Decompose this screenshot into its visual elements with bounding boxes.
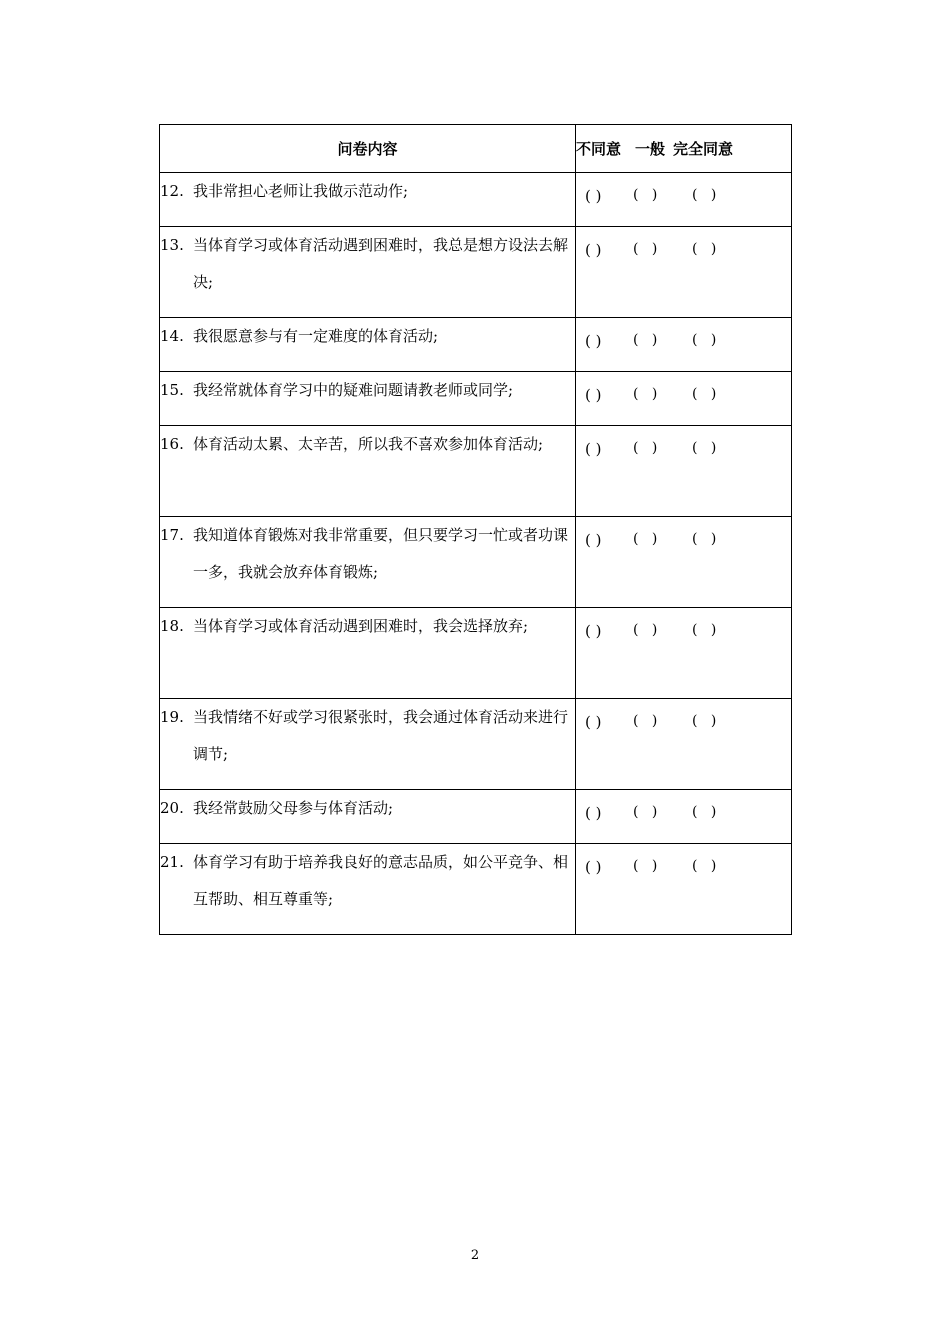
answer-neutral[interactable]: ( ) <box>633 622 658 638</box>
question-cell <box>160 699 576 790</box>
question-text: 体育学习有助于培养我良好的意志品质，如公平竞争、相互帮助、相互尊重等; <box>193 853 569 908</box>
answer-cell <box>576 517 792 608</box>
question-cell <box>160 372 576 426</box>
answer-neutral[interactable]: ( ) <box>633 386 658 402</box>
answer-cell <box>576 227 792 318</box>
question-text: 我非常担心老师让我做示范动作; <box>193 182 409 200</box>
question-number: 17. <box>160 526 184 544</box>
table-row <box>160 699 792 790</box>
answer-disagree[interactable]: ( ) <box>585 332 602 350</box>
question-cell <box>160 790 576 844</box>
question-cell <box>160 608 576 699</box>
option-disagree-label: 不同意 <box>576 140 622 158</box>
answer-disagree[interactable]: ( ) <box>585 713 602 731</box>
option-agree-label: 完全同意 <box>673 140 734 158</box>
question-text: 我经常鼓励父母参与体育活动; <box>193 799 394 817</box>
answer-disagree[interactable]: ( ) <box>585 858 602 876</box>
question-text: 当体育学习或体育活动遇到困难时，我会选择放弃; <box>193 617 529 635</box>
table-row <box>160 318 792 372</box>
answer-neutral[interactable]: ( ) <box>633 858 658 874</box>
answer-agree[interactable]: ( ) <box>692 440 717 456</box>
question-number: 18. <box>160 617 184 635</box>
answer-disagree[interactable]: ( ) <box>585 531 602 549</box>
options-header <box>576 125 792 173</box>
answer-cell <box>576 173 792 227</box>
table-row <box>160 173 792 227</box>
table-row <box>160 844 792 935</box>
table-row <box>160 790 792 844</box>
question-cell <box>160 318 576 372</box>
table-row <box>160 227 792 318</box>
answer-cell <box>576 372 792 426</box>
question-cell <box>160 426 576 517</box>
answer-disagree[interactable]: ( ) <box>585 440 602 458</box>
answer-agree[interactable]: ( ) <box>692 332 717 348</box>
question-number: 16. <box>160 435 184 453</box>
answer-agree[interactable]: ( ) <box>692 386 717 402</box>
answer-neutral[interactable]: ( ) <box>633 531 658 547</box>
answer-agree[interactable]: ( ) <box>692 187 717 203</box>
answer-agree[interactable]: ( ) <box>692 241 717 257</box>
answer-disagree[interactable]: ( ) <box>585 804 602 822</box>
answer-agree[interactable]: ( ) <box>692 622 717 638</box>
question-number: 14. <box>160 327 184 345</box>
question-number: 19. <box>160 708 184 726</box>
question-text: 体育活动太累、太辛苦，所以我不喜欢参加体育活动; <box>193 435 544 453</box>
answer-agree[interactable]: ( ) <box>692 858 717 874</box>
table-row <box>160 372 792 426</box>
content-header: 问卷内容 <box>160 125 576 173</box>
question-number: 21. <box>160 853 184 871</box>
question-text: 我知道体育锻炼对我非常重要，但只要学习一忙或者功课一多，我就会放弃体育锻炼; <box>193 526 569 581</box>
answer-disagree[interactable]: ( ) <box>585 386 602 404</box>
answer-cell <box>576 318 792 372</box>
question-text: 我经常就体育学习中的疑难问题请教老师或同学; <box>193 381 514 399</box>
answer-neutral[interactable]: ( ) <box>633 241 658 257</box>
table-header-row <box>160 125 792 173</box>
table-row <box>160 608 792 699</box>
question-cell <box>160 844 576 935</box>
answer-cell <box>576 790 792 844</box>
answer-neutral[interactable]: ( ) <box>633 804 658 820</box>
answer-disagree[interactable]: ( ) <box>585 622 602 640</box>
answer-neutral[interactable]: ( ) <box>633 187 658 203</box>
answer-agree[interactable]: ( ) <box>692 713 717 729</box>
answer-cell <box>576 844 792 935</box>
table-row <box>160 517 792 608</box>
answer-neutral[interactable]: ( ) <box>633 713 658 729</box>
question-cell <box>160 517 576 608</box>
answer-cell <box>576 608 792 699</box>
table-row <box>160 426 792 517</box>
question-number: 13. <box>160 236 184 254</box>
answer-disagree[interactable]: ( ) <box>585 241 602 259</box>
answer-cell <box>576 426 792 517</box>
answer-agree[interactable]: ( ) <box>692 531 717 547</box>
answer-disagree[interactable]: ( ) <box>585 187 602 205</box>
question-number: 12. <box>160 182 184 200</box>
question-cell <box>160 227 576 318</box>
answer-neutral[interactable]: ( ) <box>633 440 658 456</box>
survey-table <box>159 124 792 935</box>
question-cell <box>160 173 576 227</box>
answer-agree[interactable]: ( ) <box>692 804 717 820</box>
answer-cell <box>576 699 792 790</box>
option-neutral-label: 一般 <box>635 140 666 158</box>
answer-neutral[interactable]: ( ) <box>633 332 658 348</box>
question-text: 我很愿意参与有一定难度的体育活动; <box>193 327 439 345</box>
question-text: 当我情绪不好或学习很紧张时，我会通过体育活动来进行调节; <box>193 708 569 763</box>
page-number: 2 <box>470 1248 480 1263</box>
question-text: 当体育学习或体育活动遇到困难时，我总是想方设法去解决; <box>193 236 569 291</box>
question-number: 15. <box>160 381 184 399</box>
question-number: 20. <box>160 799 184 817</box>
